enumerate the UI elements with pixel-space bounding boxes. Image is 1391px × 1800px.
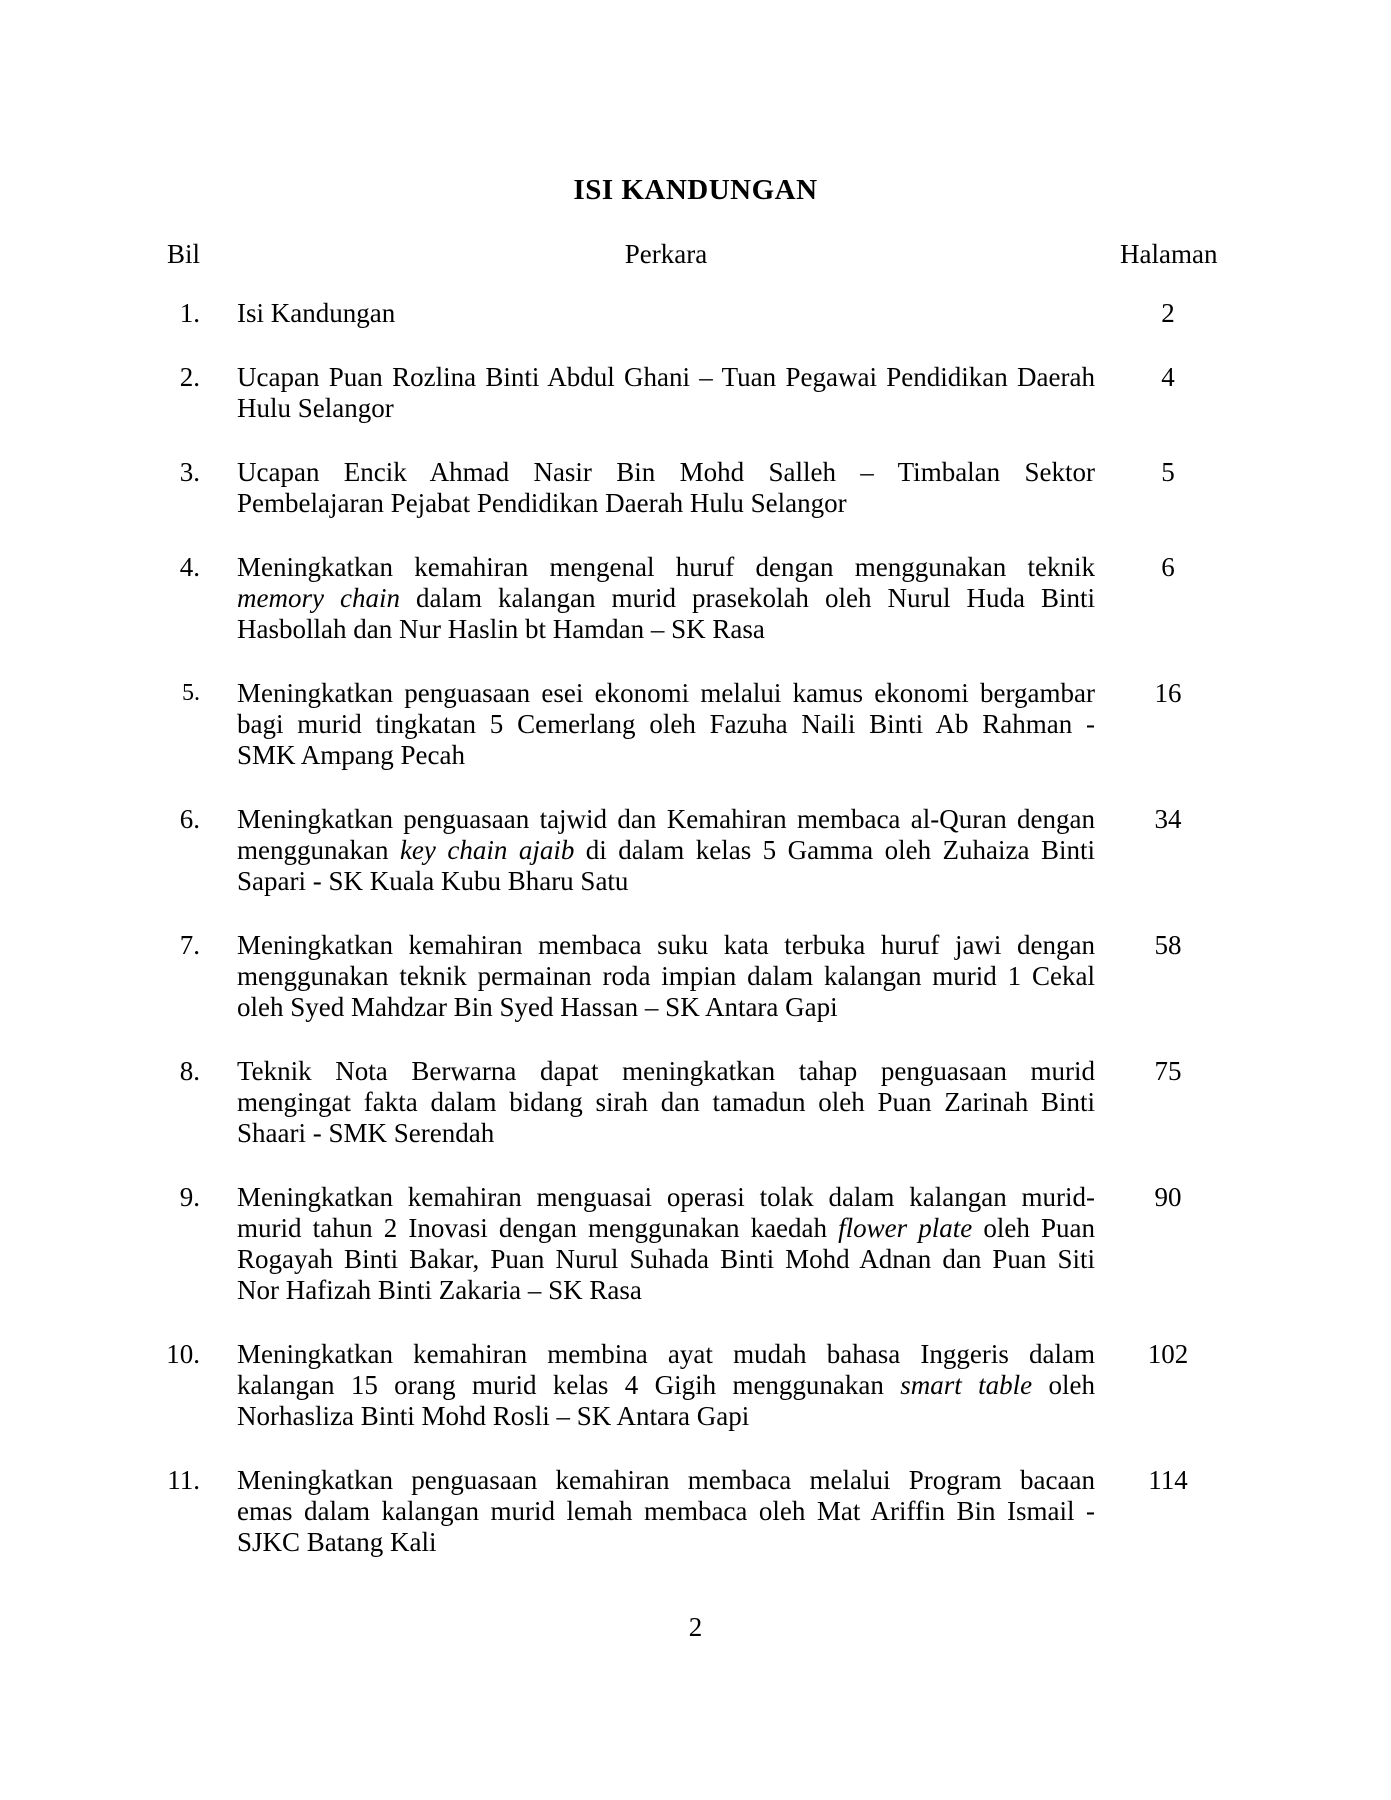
toc-row-title <box>237 457 1095 519</box>
toc-line: Hasbollah dan Nur Haslin bt Hamdan – SK Rasa <box>237 614 765 644</box>
toc-row <box>0 457 1391 519</box>
toc-row-title <box>237 1056 1095 1149</box>
toc-line: Ucapan Puan Rozlina Binti Abdul Ghani – Tuan Pegawai Pendidikan Daerah <box>237 362 1095 392</box>
toc-row-title <box>237 552 1095 645</box>
toc-row-page-number: 2 <box>1161 298 1175 328</box>
toc-row-number: 10. <box>166 1339 200 1369</box>
toc-row <box>0 298 1391 329</box>
toc-row <box>0 930 1391 1023</box>
toc-row-title <box>237 804 1095 897</box>
toc-line: Meningkatkan penguasaan tajwid dan Kemahiran membaca al-Quran dengan <box>237 804 1095 834</box>
toc-line: Isi Kandungan <box>237 298 396 328</box>
toc-line: Shaari - SMK Serendah <box>237 1118 495 1148</box>
toc-row <box>0 1182 1391 1306</box>
toc-row <box>0 804 1391 897</box>
toc-row-number: 5. <box>182 680 200 706</box>
toc-header-row <box>0 239 1391 270</box>
toc-row-page-number: 5 <box>1161 457 1175 487</box>
toc-row-title <box>237 1182 1095 1306</box>
toc-row-number: 1. <box>179 298 200 328</box>
toc-line: Rogayah Binti Bakar, Puan Nurul Suhada Binti Mohd Adnan dan Puan Siti <box>237 1244 1095 1274</box>
toc-row-number: 7. <box>179 930 200 960</box>
toc-row <box>0 1339 1391 1432</box>
toc-line: Ucapan Encik Ahmad Nasir Bin Mohd Salleh – Timbalan Sektor <box>237 457 1095 487</box>
toc-line: kalangan 15 orang murid kelas 4 Gigih menggunakan smart table oleh <box>237 1370 1095 1400</box>
toc-row-title <box>237 362 1095 424</box>
toc-row-title <box>237 930 1095 1023</box>
column-header-perkara: Perkara <box>624 239 708 269</box>
toc-line: SJKC Batang Kali <box>237 1527 437 1557</box>
italic-term: flower plate <box>838 1213 973 1243</box>
toc-row-page-number: 4 <box>1161 362 1175 392</box>
toc-row-page-number: 102 <box>1147 1339 1189 1369</box>
toc-line: menggunakan key chain ajaib di dalam kelas 5 Gamma oleh Zuhaiza Binti <box>237 835 1095 865</box>
toc-line: murid tahun 2 Inovasi dengan menggunakan kaedah flower plate oleh Puan <box>237 1213 1095 1243</box>
italic-term: key chain ajaib <box>399 835 575 865</box>
italic-term: memory chain <box>237 583 400 613</box>
toc-line: SMK Ampang Pecah <box>237 740 465 770</box>
toc-row <box>0 362 1391 424</box>
toc-line: emas dalam kalangan murid lemah membaca oleh Mat Ariffin Bin Ismail - <box>237 1496 1095 1526</box>
toc-row-number: 3. <box>179 457 200 487</box>
toc-row-page-number: 114 <box>1148 1465 1188 1495</box>
italic-term: smart table <box>900 1370 1033 1400</box>
toc-row <box>0 1056 1391 1149</box>
column-header-halaman: Halaman <box>1120 239 1218 269</box>
toc-row <box>0 552 1391 645</box>
toc-line: Nor Hafizah Binti Zakaria – SK Rasa <box>237 1275 642 1305</box>
toc-row-number: 2. <box>179 362 200 392</box>
toc-line: oleh Syed Mahdzar Bin Syed Hassan – SK Antara Gapi <box>237 992 838 1022</box>
toc-row-page-number: 34 <box>1154 804 1182 834</box>
toc-row-page-number: 58 <box>1154 930 1182 960</box>
toc-row-number: 8. <box>179 1056 200 1086</box>
toc-row-number: 4. <box>179 552 200 582</box>
toc-line: Norhasliza Binti Mohd Rosli – SK Antara Gapi <box>237 1401 750 1431</box>
toc-line: Teknik Nota Berwarna dapat meningkatkan tahap penguasaan murid <box>237 1056 1095 1086</box>
toc-row-title <box>237 1339 1095 1432</box>
toc-line: mengingat fakta dalam bidang sirah dan tamadun oleh Puan Zarinah Binti <box>237 1087 1095 1117</box>
toc-line: Meningkatkan penguasaan kemahiran membaca melalui Program bacaan <box>237 1465 1095 1495</box>
toc-row-title <box>237 678 1095 771</box>
toc-line: Meningkatkan kemahiran membina ayat mudah bahasa Inggeris dalam <box>237 1339 1095 1369</box>
toc-line: Sapari - SK Kuala Kubu Bharu Satu <box>237 866 629 896</box>
toc-line: Meningkatkan kemahiran membaca suku kata terbuka huruf jawi dengan <box>237 930 1095 960</box>
toc-row-number: 6. <box>179 804 200 834</box>
toc-row-page-number: 6 <box>1161 552 1175 582</box>
toc-row-number: 11. <box>167 1465 200 1495</box>
toc-rows <box>0 298 1391 1558</box>
toc-line: memory chain dalam kalangan murid prasekolah oleh Nurul Huda Binti <box>237 583 1095 613</box>
toc-line: Meningkatkan penguasaan esei ekonomi melalui kamus ekonomi bergambar <box>237 678 1095 708</box>
toc-row-page-number: 75 <box>1154 1056 1182 1086</box>
toc-row-page-number: 16 <box>1154 678 1182 708</box>
page-number-footer: 2 <box>688 1612 703 1642</box>
toc-line: Meningkatkan kemahiran menguasai operasi tolak dalam kalangan murid- <box>237 1182 1095 1212</box>
page-title: ISI KANDUNGAN <box>573 174 818 206</box>
toc-row-number: 9. <box>179 1182 200 1212</box>
toc-line: bagi murid tingkatan 5 Cemerlang oleh Fazuha Naili Binti Ab Rahman - <box>237 709 1095 739</box>
toc-row-page-number: 90 <box>1154 1182 1182 1212</box>
column-header-bil: Bil <box>166 239 200 269</box>
toc-line: Meningkatkan kemahiran mengenal huruf dengan menggunakan teknik <box>237 552 1095 582</box>
toc-row-title <box>237 298 1095 329</box>
toc-row <box>0 678 1391 771</box>
toc-row-title <box>237 1465 1095 1558</box>
toc-line: Pembelajaran Pejabat Pendidikan Daerah Hulu Selangor <box>237 488 847 518</box>
toc-row <box>0 1465 1391 1558</box>
toc-line: menggunakan teknik permainan roda impian dalam kalangan murid 1 Cekal <box>237 961 1095 991</box>
toc-line: Hulu Selangor <box>237 393 394 423</box>
